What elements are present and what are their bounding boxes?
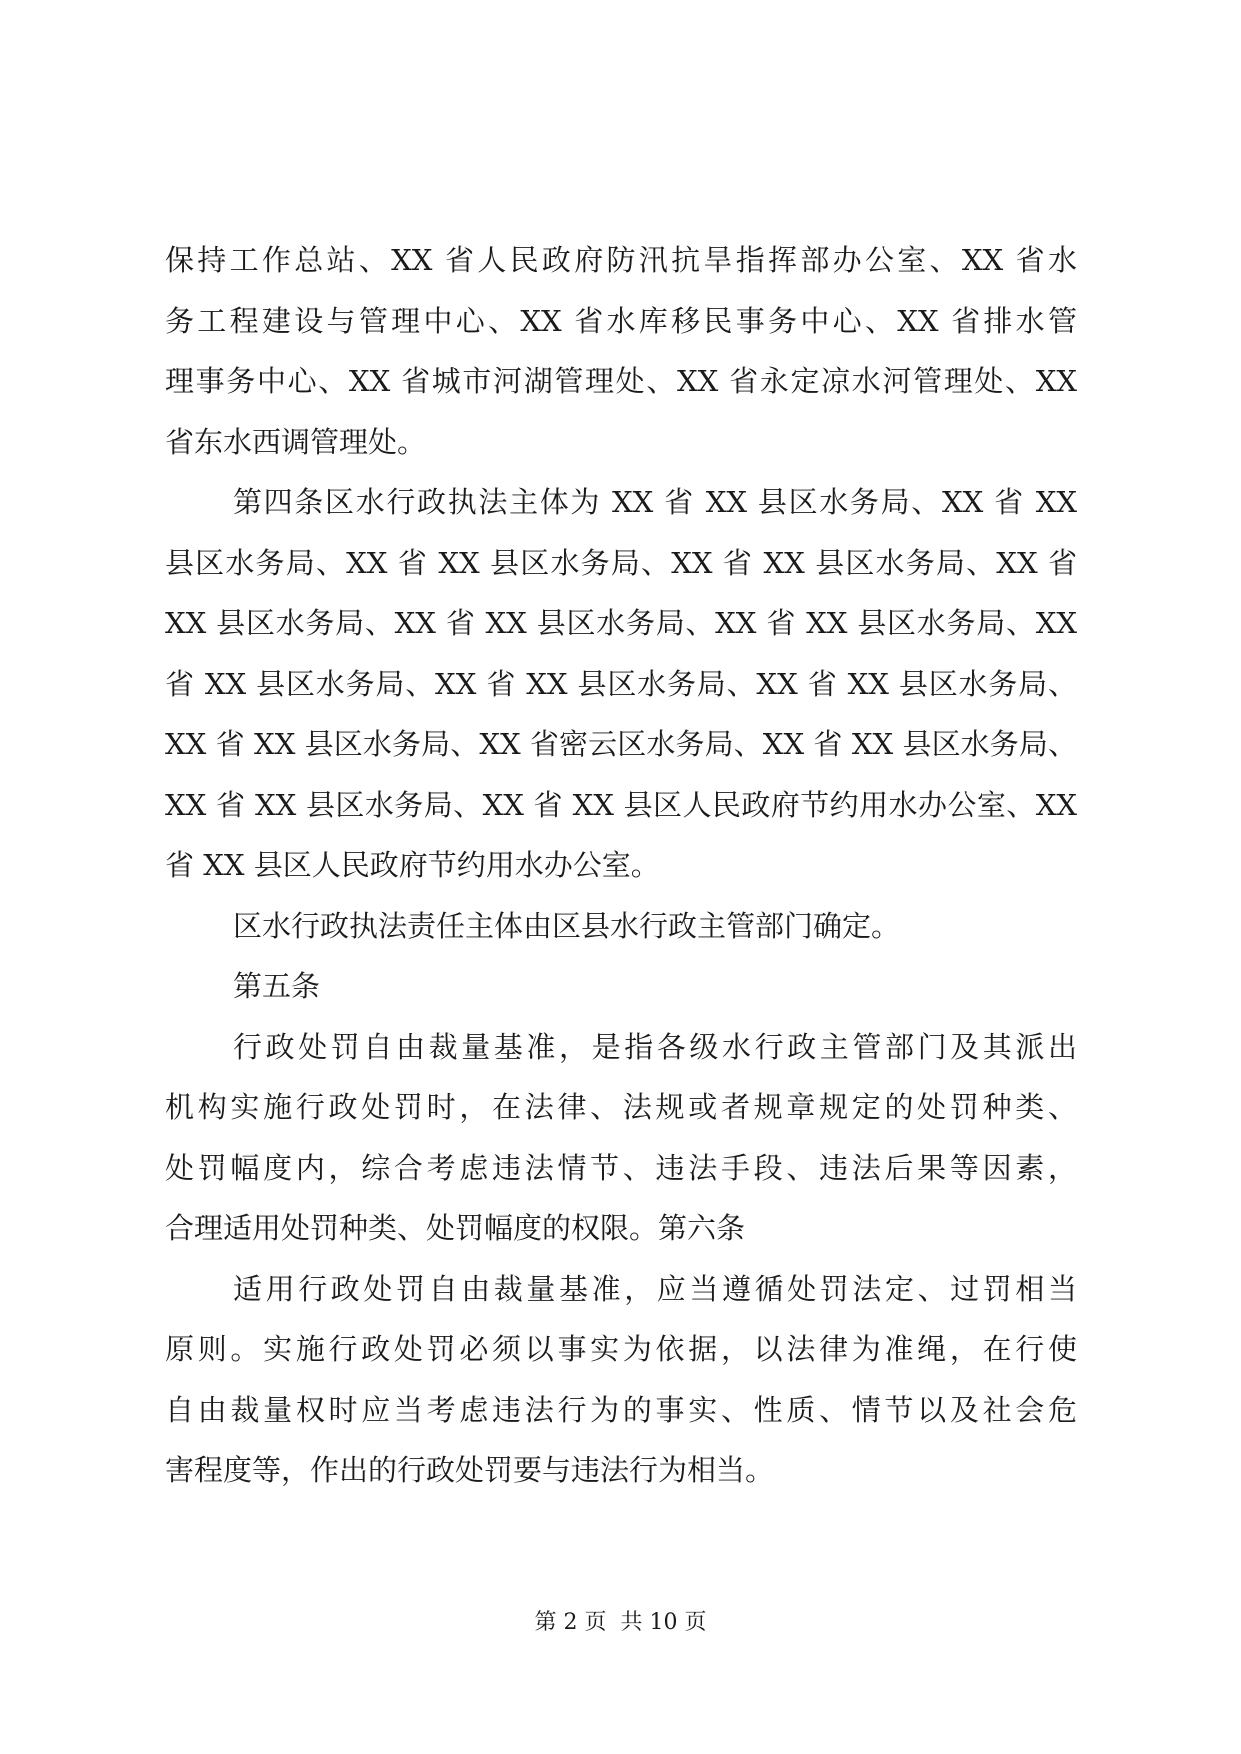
text-line: XX 县区水务局、XX 省 XX 县区水务局、XX 省 XX 县区水务局、XX (165, 606, 1077, 640)
text-line: XX 省 XX 县区水务局、XX 省 XX 县区人民政府节约用水办公室、XX (165, 787, 1077, 822)
text-line: 务工程建设与管理中心、XX 省水库移民事务中心、XX 省排水管 (165, 303, 1077, 338)
text-line: 处罚幅度内，综合考虑违法情节、违法手段、违法后果等因素， (165, 1150, 1077, 1185)
text-line: 适用行政处罚自由裁量基准，应当遵循处罚法定、过罚相当 (233, 1271, 1077, 1306)
text-line: XX 省 XX 县区水务局、XX 省密云区水务局、XX 省 XX 县区水务局、 (165, 727, 1077, 761)
text-line: 合理适用处罚种类、处罚幅度的权限。第六条 (165, 1211, 746, 1245)
text-line: 区水行政执法责任主体由区县水行政主管部门确定。 (233, 908, 901, 943)
text-line: 理事务中心、XX 省城市河湖管理处、XX 省永定凉水河管理处、XX (165, 364, 1077, 398)
document-body (165, 230, 1077, 1501)
text-line: 害程度等，作出的行政处罚要与违法行为相当。 (165, 1453, 775, 1487)
page-number-footer: 第 2 页 共 10 页 (534, 1610, 707, 1635)
text-line: 行政处罚自由裁量基准，是指各级水行政主管部门及其派出 (233, 1029, 1077, 1064)
text-line: 省 XX 县区水务局、XX 省 XX 县区水务局、XX 省 XX 县区水务局、 (165, 666, 1077, 701)
text-line: 机构实施行政处罚时，在法律、法规或者规章规定的处罚种类、 (165, 1090, 1077, 1124)
text-line: 原则。实施行政处罚必须以事实为依据，以法律为准绳，在行使 (165, 1332, 1077, 1366)
text-line: 省 XX 县区人民政府节约用水办公室。 (165, 848, 660, 882)
text-line: 第四条区水行政执法主体为 XX 省 XX 县区水务局、XX 省 XX (233, 485, 1077, 519)
section-heading: 第五条 (233, 969, 321, 1003)
text-line: 保持工作总站、XX 省人民政府防汛抗旱指挥部办公室、XX 省水 (165, 243, 1077, 277)
text-line: 自由裁量权时应当考虑违法行为的事实、性质、情节以及社会危 (165, 1392, 1077, 1427)
text-line: 县区水务局、XX 省 XX 县区水务局、XX 省 XX 县区水务局、XX 省 (165, 545, 1077, 580)
text-line: 省东水西调管理处。 (165, 424, 427, 459)
